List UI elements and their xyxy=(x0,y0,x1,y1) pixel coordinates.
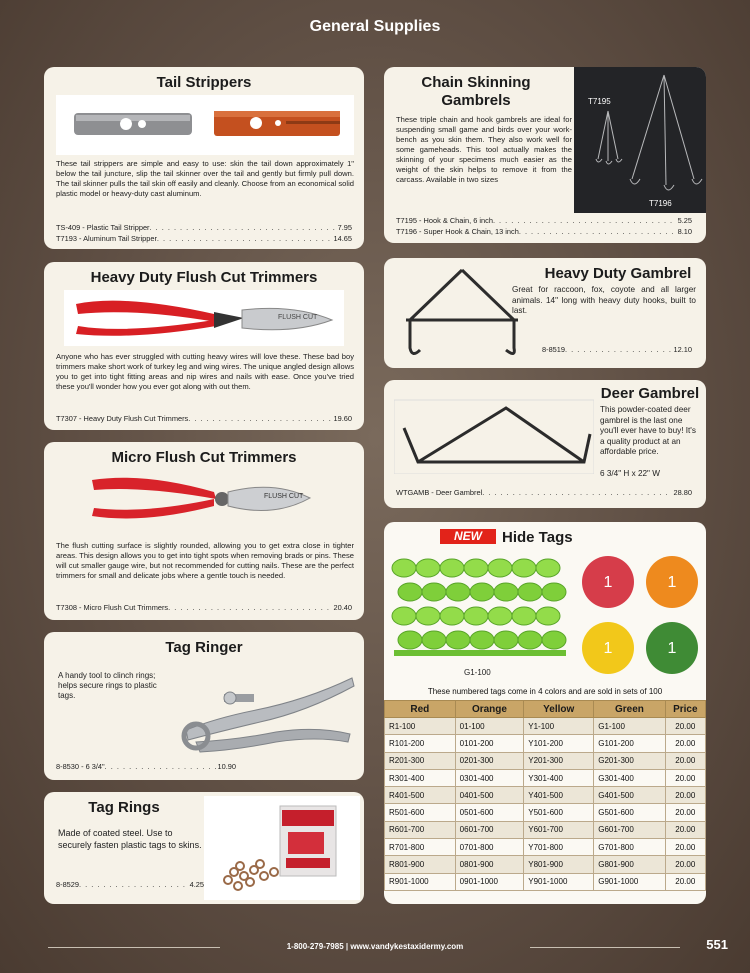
table-cell: 20.00 xyxy=(665,873,705,890)
blade-text: FLUSH CUT xyxy=(264,493,304,500)
green-tag xyxy=(470,631,494,649)
divider xyxy=(48,947,220,948)
column-header: Orange xyxy=(455,701,524,718)
price-row: TS-409 - Plastic Tail Stripper . . . 7.95 xyxy=(56,222,352,233)
description: These tail strippers are simple and easy to use: skin the tail down approximately 1" below the tail juncture, slip the tail skinner over the tail and gently but firmly pull down. The tail skinner pulls the tail skin off easily and cleanly. Choose from an economical solid plastic model or heavy-duty cast aluminum. xyxy=(56,159,354,198)
table-cell: Y701-800 xyxy=(524,839,594,856)
footer xyxy=(0,938,750,958)
green-tags-image xyxy=(390,554,570,664)
column-header: Red xyxy=(385,701,456,718)
table-cell: Y101-200 xyxy=(524,735,594,752)
table-row xyxy=(385,856,706,873)
table-cell: 20.00 xyxy=(665,787,705,804)
green-tag xyxy=(392,607,416,625)
green-tag xyxy=(494,631,518,649)
green-tag xyxy=(518,631,542,649)
color-tags-image xyxy=(574,552,706,682)
table-cell: G601-700 xyxy=(594,821,665,838)
green-tag xyxy=(398,631,422,649)
card-title: Tag Rings xyxy=(88,799,160,816)
green-tag xyxy=(470,583,494,601)
column-header: Yellow xyxy=(524,701,594,718)
size-text: 6 3/4" H x 22" W xyxy=(600,469,660,478)
table-cell: 01-100 xyxy=(455,718,524,735)
chain-gambrel-image xyxy=(574,67,706,213)
price-row: T7307 - Heavy Duty Flush Cut Trimmers . . . 19.60 xyxy=(56,413,352,424)
green-tag xyxy=(512,607,536,625)
page-number: 551 xyxy=(706,937,728,952)
card-title: Chain Skinning Gambrels xyxy=(421,74,531,109)
divider xyxy=(530,947,680,948)
table-cell: R901-1000 xyxy=(385,873,456,890)
green-tag xyxy=(440,559,464,577)
table-cell: 0201-300 xyxy=(455,752,524,769)
description: This powder-coated deer gambrel is the last one you'll ever have to buy! It's a quality product at an affordable price. xyxy=(600,405,696,457)
deer-gambrel-image xyxy=(394,394,594,474)
deer-gambrel-card xyxy=(384,380,706,508)
green-tag xyxy=(536,559,560,577)
price-row: 8-8519 . . . 12.10 xyxy=(542,344,692,355)
image-label: G1-100 xyxy=(464,668,491,677)
green-tag xyxy=(422,631,446,649)
card-title: Deer Gambrel xyxy=(600,385,700,402)
price-row: T7196 - Super Hook & Chain, 13 inch . . . 8.10 xyxy=(396,226,692,237)
tag-rings-image xyxy=(204,796,360,900)
price-row: T7193 - Aluminum Tail Stripper . . . 14.65 xyxy=(56,233,352,244)
tags-note: These numbered tags come in 4 colors and are sold in sets of 100 xyxy=(427,687,663,696)
table-row xyxy=(385,718,706,735)
tag-ringer-card xyxy=(44,632,364,780)
svg-text:1: 1 xyxy=(667,640,677,657)
table-row xyxy=(385,873,706,890)
green-tag xyxy=(518,583,542,601)
green-tag xyxy=(446,583,470,601)
product-code-label: T7196 xyxy=(649,199,672,208)
table-cell: G901-1000 xyxy=(594,873,665,890)
table-row xyxy=(385,839,706,856)
trimmers-image xyxy=(64,290,344,346)
table-cell: R201-300 xyxy=(385,752,456,769)
green-tag xyxy=(392,559,416,577)
tag-rings-card xyxy=(44,792,364,904)
table-cell: G701-800 xyxy=(594,839,665,856)
table-cell: Y301-400 xyxy=(524,769,594,786)
green-tag xyxy=(512,559,536,577)
price-row: T7195 - Hook & Chain, 6 inch . . . 5.25 xyxy=(396,215,692,226)
hide-tags-card xyxy=(384,522,706,904)
green-tag xyxy=(446,631,470,649)
green-tag xyxy=(488,607,512,625)
green-tag xyxy=(422,583,446,601)
table-cell: Y501-600 xyxy=(524,804,594,821)
table-row xyxy=(385,769,706,786)
description: Great for raccoon, fox, coyote and all larger animals. 14" long with heavy duty hooks, built to last. xyxy=(512,285,696,316)
table-cell: 0101-200 xyxy=(455,735,524,752)
table-cell: Y801-900 xyxy=(524,856,594,873)
micro-trimmers-card xyxy=(44,442,364,620)
card-title: Micro Flush Cut Trimmers xyxy=(111,449,297,466)
table-cell: G201-300 xyxy=(594,752,665,769)
table-row xyxy=(385,821,706,838)
table-cell: 0601-700 xyxy=(455,821,524,838)
table-cell: Y201-300 xyxy=(524,752,594,769)
table-cell: R301-400 xyxy=(385,769,456,786)
table-cell: Y601-700 xyxy=(524,821,594,838)
price-row: 8-8530 - 6 3/4" . . . 10.90 xyxy=(56,761,236,772)
green-tag xyxy=(416,607,440,625)
table-cell: 0501-600 xyxy=(455,804,524,821)
table-row xyxy=(385,804,706,821)
table-cell: R101-200 xyxy=(385,735,456,752)
tag-ringer-image xyxy=(166,660,356,764)
green-tag xyxy=(464,607,488,625)
price-row: WTGAMB - Deer Gambrel . . . 28.80 xyxy=(396,487,692,498)
table-cell: R801-900 xyxy=(385,856,456,873)
product-code-label: T7195 xyxy=(588,97,611,106)
table-cell: 0901-1000 xyxy=(455,873,524,890)
table-cell: 0301-400 xyxy=(455,769,524,786)
table-cell: 20.00 xyxy=(665,804,705,821)
table-cell: G801-900 xyxy=(594,856,665,873)
table-cell: R601-700 xyxy=(385,821,456,838)
table-cell: G1-100 xyxy=(594,718,665,735)
green-tag xyxy=(488,559,512,577)
contact-text: 1-800-279-7985 | www.vandykestaxidermy.com xyxy=(286,942,464,951)
description: Anyone who has ever struggled with cutting heavy wires will love these. These bad boy trimmers make short work of turkey leg and wing wires. The unique angled design allows you to get into tight fitting areas and nip wires and nails with ease. Once you've tried these you'll wonder how you ever got along with out them. xyxy=(56,352,354,391)
column-header: Price xyxy=(665,701,705,718)
green-tag xyxy=(646,622,698,674)
table-row xyxy=(385,752,706,769)
table-cell: 20.00 xyxy=(665,735,705,752)
description: A handy tool to clinch rings; helps secure rings to plastic tags. xyxy=(58,671,157,700)
table-cell: G101-200 xyxy=(594,735,665,752)
description: These triple chain and hook gambrels are ideal for suspending small game and birds over your work-bench as you skin them. They also work well for some gameheads. This tool actually makes the skinning of your specimens much easier as the weight of the skin helps to remove it from the carcass. Available in two sizes xyxy=(396,115,572,184)
table-cell: Y901-1000 xyxy=(524,873,594,890)
table-cell: 20.00 xyxy=(665,839,705,856)
green-tag xyxy=(542,583,566,601)
price-row: 8-8529 . . . 4.25 xyxy=(56,879,204,890)
green-tag xyxy=(440,607,464,625)
svg-text:1: 1 xyxy=(603,640,613,657)
green-tag xyxy=(416,559,440,577)
heavy-gambrel-image xyxy=(392,262,532,362)
card-title: Tail Strippers xyxy=(156,74,252,91)
table-cell: G301-400 xyxy=(594,769,665,786)
svg-text:1: 1 xyxy=(667,574,677,591)
hide-tags-table xyxy=(384,700,706,891)
description: Made of coated steel. Use to securely fasten plastic tags to skins. xyxy=(58,828,202,850)
table-cell: R501-600 xyxy=(385,804,456,821)
column-header: Green xyxy=(594,701,665,718)
green-tag xyxy=(542,631,566,649)
table-cell: 20.00 xyxy=(665,752,705,769)
table-cell: G401-500 xyxy=(594,787,665,804)
orange-tag xyxy=(646,556,698,608)
table-cell: R701-800 xyxy=(385,839,456,856)
card-title: Heavy Duty Gambrel xyxy=(544,265,692,282)
table-cell: 20.00 xyxy=(665,718,705,735)
table-cell: Y1-100 xyxy=(524,718,594,735)
card-title: Tag Ringer xyxy=(165,639,243,656)
table-row xyxy=(385,735,706,752)
yellow-tag xyxy=(582,622,634,674)
green-tag xyxy=(398,583,422,601)
table-cell: R1-100 xyxy=(385,718,456,735)
table-cell: 0401-500 xyxy=(455,787,524,804)
table-cell: 20.00 xyxy=(665,769,705,786)
table-cell: 0701-800 xyxy=(455,839,524,856)
svg-text:1: 1 xyxy=(603,574,613,591)
table-cell: Y401-500 xyxy=(524,787,594,804)
page-title: General Supplies xyxy=(309,18,441,35)
heavy-duty-trimmers-card xyxy=(44,262,364,430)
green-tag xyxy=(494,583,518,601)
description: The flush cutting surface is slightly rounded, allowing you to get extra close in tighter areas. This design allows you to get into tight spots when removing brads or pins. These will cut smaller gauge wire, but not recommended for cutting nails. These are the perfect trimmers for small and delicate jobs where a gentle touch is needed. xyxy=(56,541,354,580)
chain-gambrels-card xyxy=(384,67,706,243)
table-row xyxy=(385,787,706,804)
tail-stripper-image xyxy=(56,95,354,155)
micro-trimmers-image xyxy=(84,468,324,530)
table-cell: R401-500 xyxy=(385,787,456,804)
table-cell: 20.00 xyxy=(665,821,705,838)
table-cell: G501-600 xyxy=(594,804,665,821)
green-tag xyxy=(536,607,560,625)
tail-strippers-card xyxy=(44,67,364,249)
new-badge: NEW xyxy=(440,529,496,544)
card-title: Hide Tags xyxy=(502,529,573,546)
table-cell: 20.00 xyxy=(665,856,705,873)
tag-sprue xyxy=(394,650,566,656)
heavy-duty-gambrel-card xyxy=(384,258,706,368)
price-row: T7308 - Micro Flush Cut Trimmers . . . 20.40 xyxy=(56,602,352,613)
table-cell: 0801-900 xyxy=(455,856,524,873)
red-tag xyxy=(582,556,634,608)
blade-text: FLUSH CUT xyxy=(278,314,318,321)
card-title: Heavy Duty Flush Cut Trimmers xyxy=(90,269,318,286)
green-tag xyxy=(464,559,488,577)
